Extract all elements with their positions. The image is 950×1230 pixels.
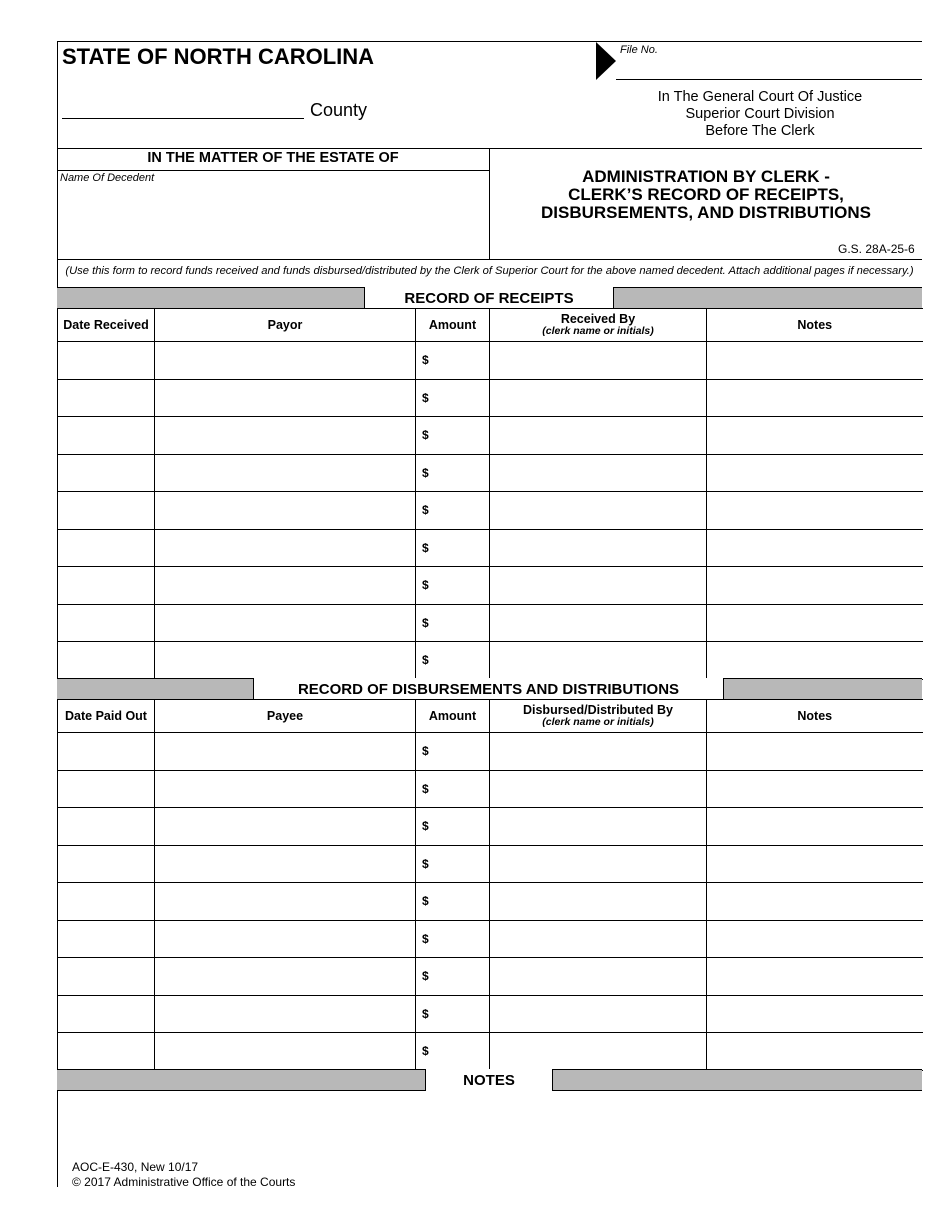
disbursement-date-cell[interactable] bbox=[58, 733, 155, 771]
disbursements-section-title bbox=[253, 678, 724, 700]
receipt-by-cell[interactable] bbox=[490, 642, 707, 680]
receipt-party-cell[interactable] bbox=[155, 492, 416, 530]
notes-section-bar bbox=[57, 1069, 922, 1091]
receipt-by-cell[interactable] bbox=[490, 342, 707, 380]
receipt-notes-cell[interactable] bbox=[707, 379, 923, 417]
receipt-amount-cell[interactable]: $ bbox=[416, 454, 490, 492]
receipt-amount-cell[interactable]: $ bbox=[416, 567, 490, 605]
disbursement-date-cell[interactable] bbox=[58, 883, 155, 921]
notes-section-title bbox=[425, 1069, 553, 1091]
disbursements-section-bar bbox=[57, 678, 922, 700]
receipt-row bbox=[58, 379, 923, 417]
receipt-party-cell[interactable] bbox=[155, 342, 416, 380]
receipt-notes-cell[interactable] bbox=[707, 492, 923, 530]
receipt-amount-cell[interactable]: $ bbox=[416, 604, 490, 642]
disbursement-party-cell[interactable] bbox=[155, 920, 416, 958]
form-title-line: CLERK’S RECORD OF RECEIPTS, bbox=[568, 185, 844, 204]
file-arrow-icon bbox=[596, 42, 616, 80]
disbursements-title-text: RECORD OF DISBURSEMENTS AND DISTRIBUTIONS bbox=[297, 680, 680, 698]
receipt-by-cell[interactable] bbox=[490, 492, 707, 530]
copyright: © 2017 Administrative Office of the Courts bbox=[72, 1175, 296, 1189]
court-line: In The General Court Of Justice bbox=[657, 89, 863, 105]
amount-header: Amount bbox=[416, 309, 490, 342]
top-border bbox=[57, 41, 922, 42]
receipt-by-cell[interactable] bbox=[490, 604, 707, 642]
receipt-amount-cell[interactable]: $ bbox=[416, 642, 490, 680]
receipts-table bbox=[57, 308, 923, 680]
form-number: AOC-E-430, New 10/17 bbox=[72, 1160, 199, 1174]
disbursement-amount-cell[interactable]: $ bbox=[416, 808, 490, 846]
disbursement-by-cell[interactable] bbox=[490, 1033, 707, 1071]
disbursement-amount-cell[interactable]: $ bbox=[416, 1033, 490, 1071]
receipt-row bbox=[58, 492, 923, 530]
receipt-row bbox=[58, 604, 923, 642]
receipt-amount-cell[interactable]: $ bbox=[416, 417, 490, 455]
receipt-by-cell[interactable] bbox=[490, 417, 707, 455]
disbursement-party-cell[interactable] bbox=[155, 995, 416, 1033]
receipts-section-bar bbox=[57, 287, 922, 309]
receipt-date-cell[interactable] bbox=[58, 417, 155, 455]
county-input-line[interactable] bbox=[62, 118, 304, 119]
disbursement-by-cell[interactable] bbox=[490, 958, 707, 996]
receipt-row bbox=[58, 529, 923, 567]
received-by-header bbox=[490, 309, 707, 342]
disbursement-party-cell[interactable] bbox=[155, 883, 416, 921]
receipt-row bbox=[58, 454, 923, 492]
court-line: Superior Court Division bbox=[685, 106, 835, 122]
disbursements-table bbox=[57, 699, 923, 1071]
received-by-label: Received By bbox=[560, 312, 636, 326]
disbursement-party-cell[interactable] bbox=[155, 958, 416, 996]
date-paid-out-header: Date Paid Out bbox=[58, 700, 155, 733]
receipt-date-cell[interactable] bbox=[58, 567, 155, 605]
file-no-underline bbox=[616, 79, 922, 80]
disbursement-notes-cell[interactable] bbox=[707, 845, 923, 883]
receipt-party-cell[interactable] bbox=[155, 417, 416, 455]
receipt-by-cell[interactable] bbox=[490, 529, 707, 567]
notes-area[interactable] bbox=[58, 1091, 922, 1151]
payee-header: Payee bbox=[155, 700, 416, 733]
disbursements-body bbox=[58, 733, 923, 1071]
receipt-party-cell[interactable] bbox=[155, 529, 416, 567]
disbursement-amount-cell[interactable]: $ bbox=[416, 995, 490, 1033]
notes-header: Notes bbox=[707, 700, 923, 733]
receipt-party-cell[interactable] bbox=[155, 379, 416, 417]
receipt-notes-cell[interactable] bbox=[707, 529, 923, 567]
disbursement-party-cell[interactable] bbox=[155, 733, 416, 771]
estate-bottom-line bbox=[57, 259, 922, 260]
receipt-notes-cell[interactable] bbox=[707, 417, 923, 455]
amount-header: Amount bbox=[416, 700, 490, 733]
form-title bbox=[490, 168, 922, 222]
receipt-date-cell[interactable] bbox=[58, 642, 155, 680]
disbursement-date-cell[interactable] bbox=[58, 958, 155, 996]
disbursement-row bbox=[58, 733, 923, 771]
disbursement-by-cell[interactable] bbox=[490, 770, 707, 808]
receipt-party-cell[interactable] bbox=[155, 454, 416, 492]
disbursed-by-label: Disbursed/Distributed By bbox=[522, 703, 674, 717]
disbursement-amount-cell[interactable]: $ bbox=[416, 733, 490, 771]
disbursement-by-cell[interactable] bbox=[490, 845, 707, 883]
disbursement-row bbox=[58, 995, 923, 1033]
disbursement-by-cell[interactable] bbox=[490, 733, 707, 771]
disbursement-party-cell[interactable] bbox=[155, 845, 416, 883]
receipt-date-cell[interactable] bbox=[58, 342, 155, 380]
disbursement-row bbox=[58, 808, 923, 846]
disbursed-by-header bbox=[490, 700, 707, 733]
receipt-party-cell[interactable] bbox=[155, 642, 416, 680]
disbursement-amount-cell[interactable]: $ bbox=[416, 770, 490, 808]
disbursement-notes-cell[interactable] bbox=[707, 1033, 923, 1071]
disbursement-date-cell[interactable] bbox=[58, 770, 155, 808]
form-instructions: (Use this form to record funds received and funds disbursed/distributed by the Clerk of Superior Court for the above named decedent. Attach additional pages if necessary.) bbox=[65, 265, 914, 277]
receipt-amount-cell[interactable]: $ bbox=[416, 342, 490, 380]
form-title-line: DISBURSEMENTS, AND DISTRIBUTIONS bbox=[541, 203, 871, 222]
form-title-line: ADMINISTRATION BY CLERK - bbox=[582, 167, 830, 186]
receipt-notes-cell[interactable] bbox=[707, 454, 923, 492]
receipt-row bbox=[58, 642, 923, 680]
disbursement-amount-cell[interactable]: $ bbox=[416, 958, 490, 996]
receipt-party-cell[interactable] bbox=[155, 567, 416, 605]
receipt-notes-cell[interactable] bbox=[707, 342, 923, 380]
disbursement-notes-cell[interactable] bbox=[707, 808, 923, 846]
receipt-amount-cell[interactable]: $ bbox=[416, 529, 490, 567]
receipt-row bbox=[58, 567, 923, 605]
receipt-row bbox=[58, 342, 923, 380]
receipt-by-cell[interactable] bbox=[490, 454, 707, 492]
disbursement-amount-cell[interactable]: $ bbox=[416, 883, 490, 921]
disbursement-notes-cell[interactable] bbox=[707, 920, 923, 958]
receipt-amount-cell[interactable]: $ bbox=[416, 379, 490, 417]
receipt-date-cell[interactable] bbox=[58, 454, 155, 492]
disbursement-party-cell[interactable] bbox=[155, 1033, 416, 1071]
court-designation bbox=[600, 89, 920, 140]
disbursement-notes-cell[interactable] bbox=[707, 883, 923, 921]
notes-header: Notes bbox=[707, 309, 923, 342]
statute-reference: G.S. 28A-25-6 bbox=[838, 242, 915, 256]
receipts-section-title bbox=[364, 287, 614, 309]
receipt-by-cell[interactable] bbox=[490, 567, 707, 605]
disbursement-date-cell[interactable] bbox=[58, 845, 155, 883]
receipt-by-cell[interactable] bbox=[490, 379, 707, 417]
date-received-header: Date Received bbox=[58, 309, 155, 342]
receipts-body bbox=[58, 342, 923, 680]
receipt-date-cell[interactable] bbox=[58, 492, 155, 530]
receipt-notes-cell[interactable] bbox=[707, 567, 923, 605]
disbursement-row bbox=[58, 920, 923, 958]
payor-header: Payor bbox=[155, 309, 416, 342]
disbursement-row bbox=[58, 845, 923, 883]
disbursement-notes-cell[interactable] bbox=[707, 733, 923, 771]
disbursement-row bbox=[58, 958, 923, 996]
disbursement-row bbox=[58, 883, 923, 921]
disbursement-date-cell[interactable] bbox=[58, 920, 155, 958]
receipt-date-cell[interactable] bbox=[58, 379, 155, 417]
receipts-title-text: RECORD OF RECEIPTS bbox=[404, 289, 574, 307]
disbursements-header-row bbox=[58, 700, 923, 733]
disbursement-amount-cell[interactable]: $ bbox=[416, 920, 490, 958]
disbursement-by-cell[interactable] bbox=[490, 883, 707, 921]
county-label: County bbox=[310, 100, 368, 120]
disbursed-by-sublabel: (clerk name or initials) bbox=[542, 716, 654, 728]
disbursement-by-cell[interactable] bbox=[490, 995, 707, 1033]
receipt-amount-cell[interactable]: $ bbox=[416, 492, 490, 530]
received-by-sublabel: (clerk name or initials) bbox=[542, 325, 654, 337]
disbursement-date-cell[interactable] bbox=[58, 995, 155, 1033]
disbursement-notes-cell[interactable] bbox=[707, 995, 923, 1033]
receipt-date-cell[interactable] bbox=[58, 529, 155, 567]
court-line: Before The Clerk bbox=[705, 123, 815, 139]
file-number-label: File No. bbox=[620, 44, 658, 56]
receipt-party-cell[interactable] bbox=[155, 604, 416, 642]
decedent-name-label: Name Of Decedent bbox=[60, 172, 155, 184]
disbursement-party-cell[interactable] bbox=[155, 808, 416, 846]
disbursement-by-cell[interactable] bbox=[490, 808, 707, 846]
receipts-header-row bbox=[58, 309, 923, 342]
disbursement-amount-cell[interactable]: $ bbox=[416, 845, 490, 883]
receipt-notes-cell[interactable] bbox=[707, 604, 923, 642]
disbursement-by-cell[interactable] bbox=[490, 920, 707, 958]
disbursement-notes-cell[interactable] bbox=[707, 770, 923, 808]
disbursement-date-cell[interactable] bbox=[58, 808, 155, 846]
estate-heading: IN THE MATTER OF THE ESTATE OF bbox=[147, 150, 399, 166]
form-footer bbox=[72, 1160, 295, 1190]
disbursement-date-cell[interactable] bbox=[58, 1033, 155, 1071]
notes-title-text: NOTES bbox=[463, 1071, 515, 1089]
state-title: STATE OF NORTH CAROLINA bbox=[62, 44, 375, 69]
receipt-row bbox=[58, 417, 923, 455]
estate-heading-underline bbox=[57, 170, 489, 171]
disbursement-party-cell[interactable] bbox=[155, 770, 416, 808]
disbursement-row bbox=[58, 1033, 923, 1071]
disbursement-notes-cell[interactable] bbox=[707, 958, 923, 996]
receipt-notes-cell[interactable] bbox=[707, 642, 923, 680]
receipt-date-cell[interactable] bbox=[58, 604, 155, 642]
disbursement-row bbox=[58, 770, 923, 808]
